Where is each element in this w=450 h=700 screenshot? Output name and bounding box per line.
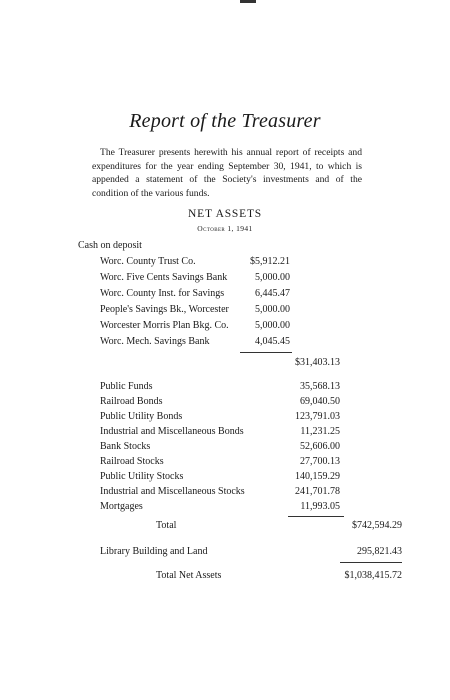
library-amount: 295,821.43 [357,546,402,557]
investment-row [100,470,350,484]
deposit-total-rule [240,352,292,353]
deposit-row [100,335,300,349]
investment-row [100,425,350,439]
library-row [100,545,402,559]
deposit-row [100,255,300,269]
cash-total-row [270,356,350,370]
deposit-label: Worcester Morris Plan Bkg. Co. [100,320,229,331]
intro-paragraph: The Treasurer presents herewith his annual report of receipts and expenditures for the year ending September 30, 1941, to which is appended a statement of the Society's investments and of the condition of the various funds. [92,147,362,199]
investment-label: Mortgages [100,501,143,512]
investment-amount: 11,993.05 [300,501,340,512]
investment-label: Railroad Stocks [100,456,164,467]
investment-label: Railroad Bonds [100,396,163,407]
section-heading: NET ASSETS [188,208,262,220]
deposit-label: Worc. County Trust Co. [100,256,196,267]
investment-amount: 69,040.50 [300,396,340,407]
investment-amount: 241,701.78 [295,486,340,497]
investment-amount: 140,159.29 [295,471,340,482]
investment-amount: 27,700.13 [300,456,340,467]
deposit-amount: 5,000.00 [255,272,290,283]
page-title: Report of the Treasurer [129,110,321,132]
cash-on-deposit-label: Cash on deposit [78,240,142,251]
investment-amount: 123,791.03 [295,411,340,422]
deposit-label: Worc. County Inst. for Savings [100,288,225,299]
total-amount: $742,594.29 [352,520,402,531]
investment-label: Public Funds [100,381,153,392]
investment-label: Industrial and Miscellaneous Stocks [100,486,245,497]
investment-row [100,410,350,424]
net-assets-row [100,569,402,583]
investment-amount: 35,568.13 [300,381,340,392]
investment-label: Bank Stocks [100,441,151,452]
investment-row [100,440,350,454]
net-assets-amount: $1,038,415.72 [344,570,402,581]
cash-total-amount: $31,403.13 [295,357,340,368]
net-total-rule [340,562,402,563]
deposit-row [100,287,300,301]
deposit-amount: 4,045.45 [255,336,290,347]
investment-row [100,395,350,409]
investment-row [100,380,350,394]
deposit-row [100,303,300,317]
report-date: October 1, 1941 [197,224,253,233]
deposit-amount: $5,912.21 [250,256,290,267]
deposit-row [100,319,300,333]
investment-label: Public Utility Stocks [100,471,184,482]
deposit-label: Worc. Mech. Savings Bank [100,336,210,347]
investment-label: Public Utility Bonds [100,411,183,422]
investment-label: Industrial and Miscellaneous Bonds [100,426,244,437]
net-assets-label: Total Net Assets [156,570,222,581]
deposit-amount: 5,000.00 [255,304,290,315]
deposit-row [100,271,300,285]
investment-amount: 11,231.25 [300,426,340,437]
deposit-amount: 5,000.00 [255,320,290,331]
deposit-amount: 6,445.47 [255,288,290,299]
investment-row [100,455,350,469]
total-label: Total [156,520,177,531]
page-top-mark [240,0,256,3]
deposit-label: People's Savings Bk., Worcester [100,304,229,315]
investment-total-rule [288,516,344,517]
investment-row [100,500,350,514]
total-row [100,519,402,533]
library-label: Library Building and Land [100,546,208,557]
deposit-label: Worc. Five Cents Savings Bank [100,272,228,283]
investment-amount: 52,606.00 [300,441,340,452]
investment-row [100,485,350,499]
